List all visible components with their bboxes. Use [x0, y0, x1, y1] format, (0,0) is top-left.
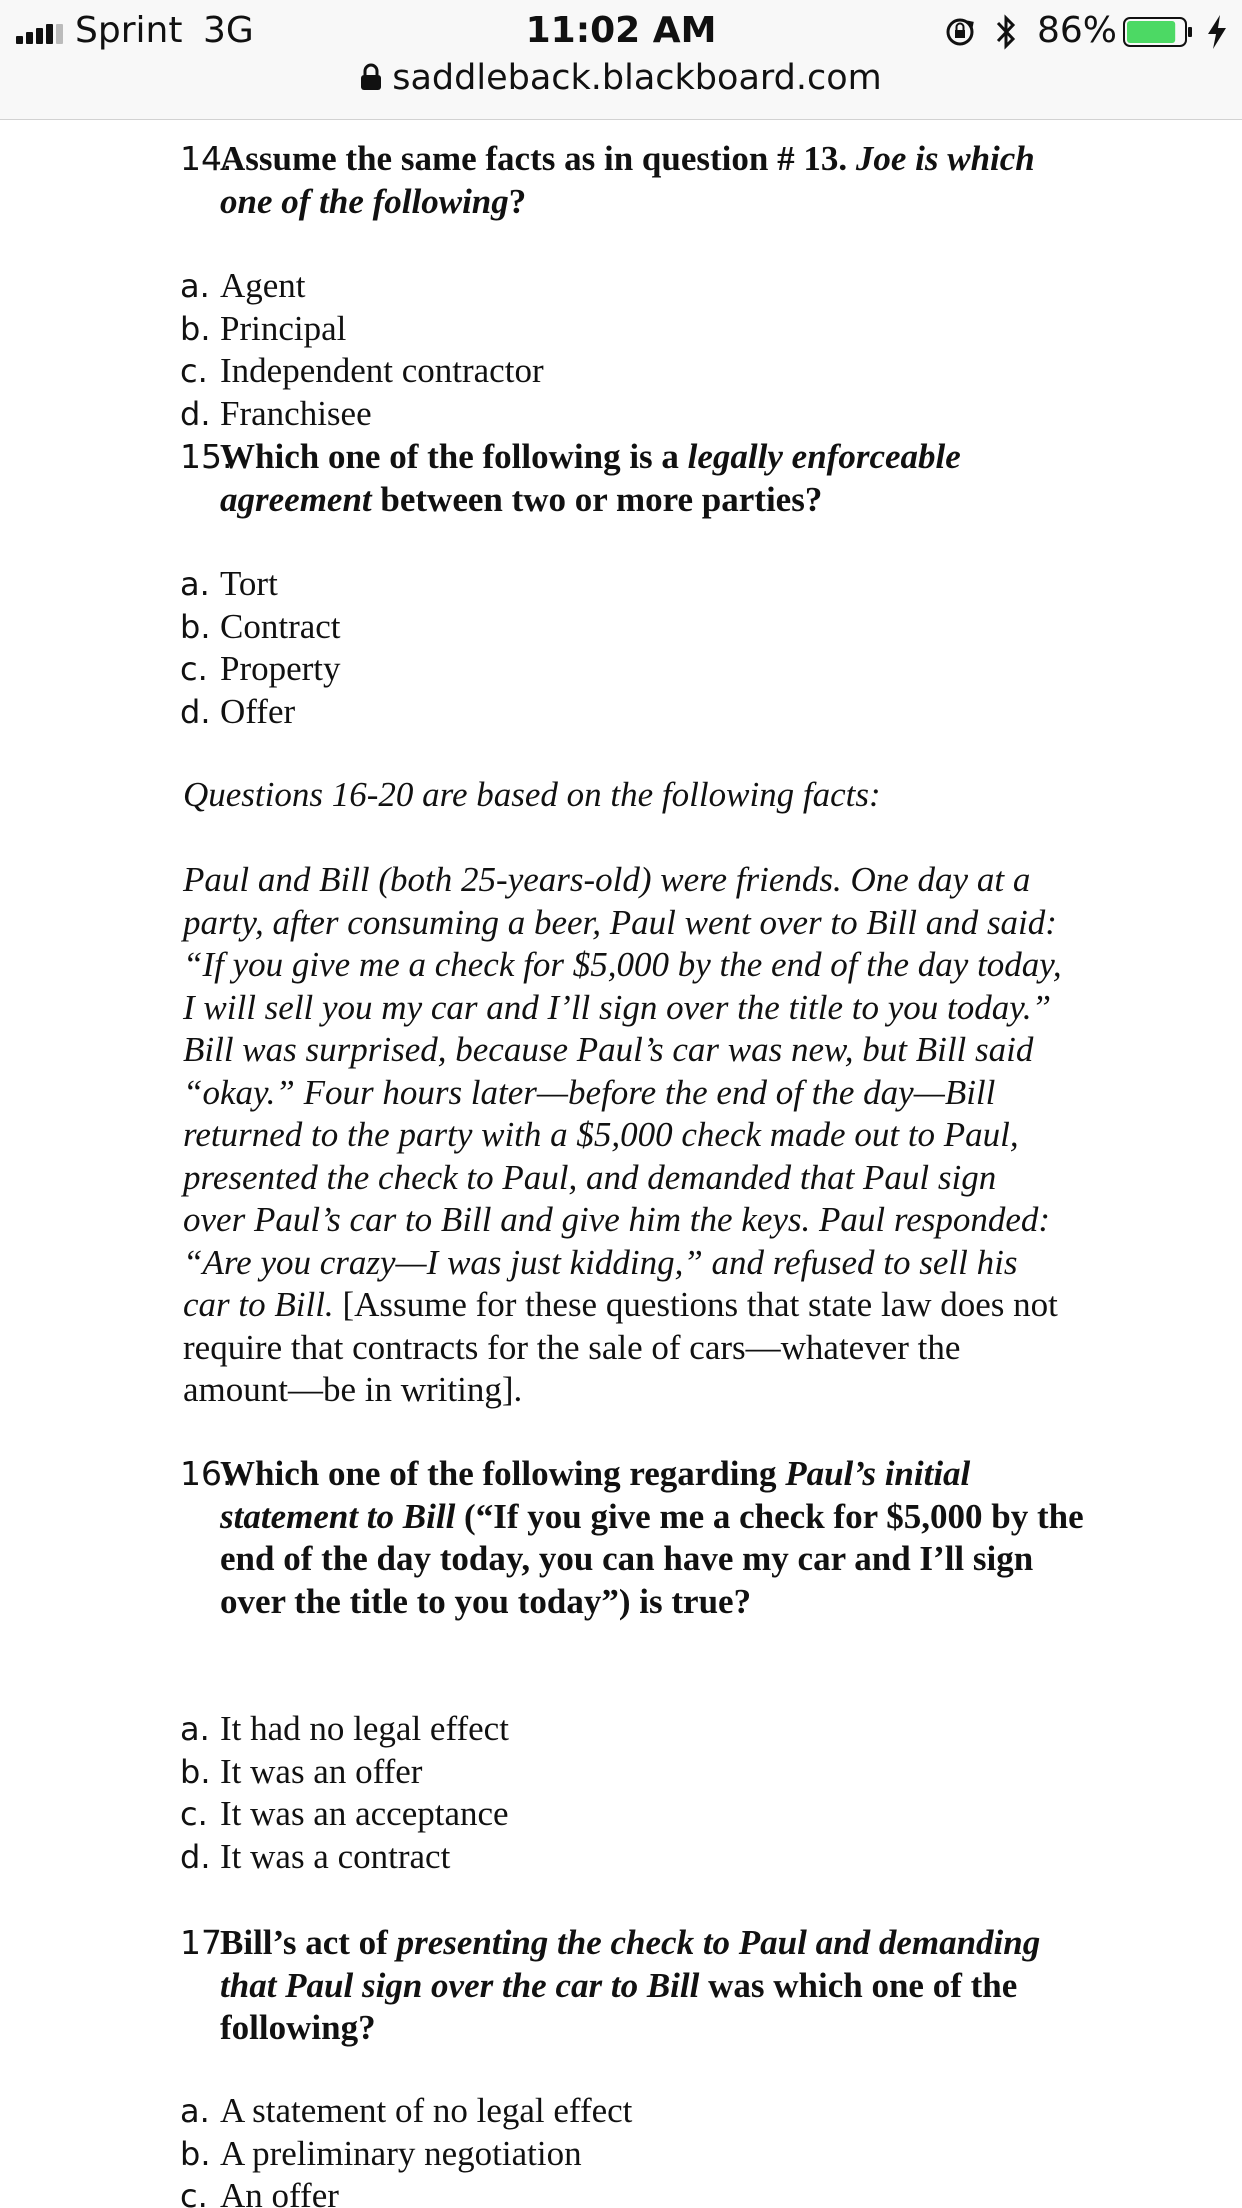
facts-intro: Questions 16-20 are based on the following facts: — [183, 775, 881, 814]
option-letter: d. — [180, 1837, 211, 1876]
option-letter: c. — [180, 650, 208, 688]
answer-option[interactable] — [180, 2090, 633, 2133]
option-letter: d. — [180, 692, 211, 731]
option-text: A preliminary negotiation — [220, 2133, 582, 2173]
option-text: It was an acceptance — [220, 1794, 509, 1833]
answer-option[interactable] — [180, 691, 341, 734]
answer-option[interactable] — [180, 1836, 509, 1879]
answer-option[interactable] — [180, 393, 544, 436]
option-letter: a. — [180, 2092, 210, 2130]
option-letter: a. — [180, 1710, 210, 1748]
option-text: Property — [220, 649, 341, 688]
option-text: Principal — [220, 308, 347, 348]
facts-text-italic: Paul and Bill (both 25-years-old) were friends. One day at a party, after consuming a beer, Paul went over to Bill and said: “If you give me a check for $5,000 by the end of the day today, I will sell you my car and I’ll sign over the title to you today.” Bill was surprised, because Paul’s car was new, but Bill said “okay.” Four hours later—before the end of the day—Bill returned to the party with a $5,000 check made out to Paul, presented the check to Paul, and demanded that Paul sign over Paul’s car to Bill and give him the keys. Paul responded: “Are you crazy—I was just kidding,” and refused to sell his car to Bill. — [183, 860, 1062, 1324]
facts-paragraph — [183, 859, 1063, 1412]
question-text-italic: Paul’s initial statement to Bill — [220, 1454, 971, 1536]
answer-option[interactable] — [180, 606, 341, 649]
question-text: Which one of the following is a — [220, 437, 688, 476]
option-letter: c. — [180, 352, 208, 390]
answer-option[interactable] — [180, 350, 544, 393]
answer-option[interactable] — [180, 2175, 632, 2208]
option-letter: c. — [180, 1795, 208, 1833]
bluetooth-icon — [993, 13, 1019, 51]
answer-option[interactable] — [180, 648, 341, 691]
question-text-end: was which one of the following? — [220, 1965, 1018, 2047]
network-type: 3G — [203, 10, 254, 51]
question-text: Bill’s act of — [220, 1923, 397, 1962]
question-number: 14. — [180, 139, 233, 178]
lock-icon — [360, 63, 382, 91]
answer-option[interactable] — [180, 308, 544, 351]
page-content — [0, 120, 1242, 2208]
option-text: A statement of no legal effect — [220, 2091, 633, 2130]
carrier-name: Sprint — [75, 10, 183, 51]
clock: 11:02 AM — [525, 10, 717, 51]
option-letter: b. — [180, 1752, 211, 1791]
option-text: Agent — [220, 266, 306, 305]
option-text: Contract — [220, 606, 341, 646]
rotation-lock-icon — [944, 16, 976, 48]
question-16 — [180, 1453, 1090, 1623]
question-number: 15. — [180, 437, 233, 476]
answer-option[interactable] — [180, 563, 341, 606]
question-14-options — [180, 265, 544, 435]
answer-option[interactable] — [180, 1751, 509, 1794]
option-text: It had no legal effect — [220, 1709, 509, 1748]
question-17-options — [180, 2090, 633, 2208]
question-number: 17. — [180, 1923, 233, 1962]
option-letter: c. — [180, 2177, 208, 2208]
question-text-italic: legally enforceable agreement — [220, 437, 961, 519]
url-text: saddleback.blackboard.com — [392, 58, 882, 98]
battery-percentage: 86% — [1037, 10, 1118, 51]
facts-text-plain: [Assume for these questions that state law does not require that contracts for the sale of cars—whatever the amount—be in writing]. — [183, 1285, 1058, 1409]
answer-option[interactable] — [180, 1708, 509, 1751]
option-text: Offer — [220, 691, 296, 731]
question-text-italic: presenting the check to Paul and demanding that Paul sign over the car to Bill — [220, 1923, 1041, 2005]
question-15-options — [180, 563, 341, 733]
browser-header — [0, 0, 1242, 120]
option-letter: d. — [180, 394, 211, 433]
question-15 — [180, 436, 1090, 521]
question-text: Which one of the following regarding — [220, 1454, 786, 1493]
option-letter: b. — [180, 2134, 211, 2173]
option-text: It was an offer — [220, 1751, 423, 1791]
question-16-options — [180, 1708, 509, 1878]
option-letter: a. — [180, 565, 210, 603]
option-text: It was a contract — [220, 1836, 451, 1876]
status-bar — [0, 10, 1242, 54]
answer-option[interactable] — [180, 265, 544, 308]
answer-option[interactable] — [180, 2133, 632, 2176]
option-letter: b. — [180, 607, 211, 646]
question-14 — [180, 138, 1090, 223]
question-17 — [180, 1922, 1090, 2050]
battery-icon — [1123, 17, 1193, 47]
option-text: Franchisee — [220, 393, 372, 433]
option-text: Independent contractor — [220, 351, 544, 390]
option-text: Tort — [220, 564, 278, 603]
option-text: An offer — [220, 2176, 339, 2208]
option-letter: b. — [180, 309, 211, 348]
question-text-end: between two or more parties? — [371, 479, 823, 519]
question-text: Assume the same facts as in question # 13. — [220, 139, 856, 178]
question-number: 16. — [180, 1454, 233, 1493]
question-text-end: (“If you give me a check for $5,000 by the end of the day today, you can have my car and I’ll sign over the title to you today”) is true? — [220, 1496, 1084, 1621]
address-bar[interactable] — [0, 58, 1242, 98]
answer-option[interactable] — [180, 1793, 509, 1836]
charging-icon — [1206, 14, 1228, 50]
option-letter: a. — [180, 267, 210, 305]
question-text-end: ? — [508, 181, 527, 221]
question-text-italic: Joe is which one of the following — [220, 139, 1035, 221]
